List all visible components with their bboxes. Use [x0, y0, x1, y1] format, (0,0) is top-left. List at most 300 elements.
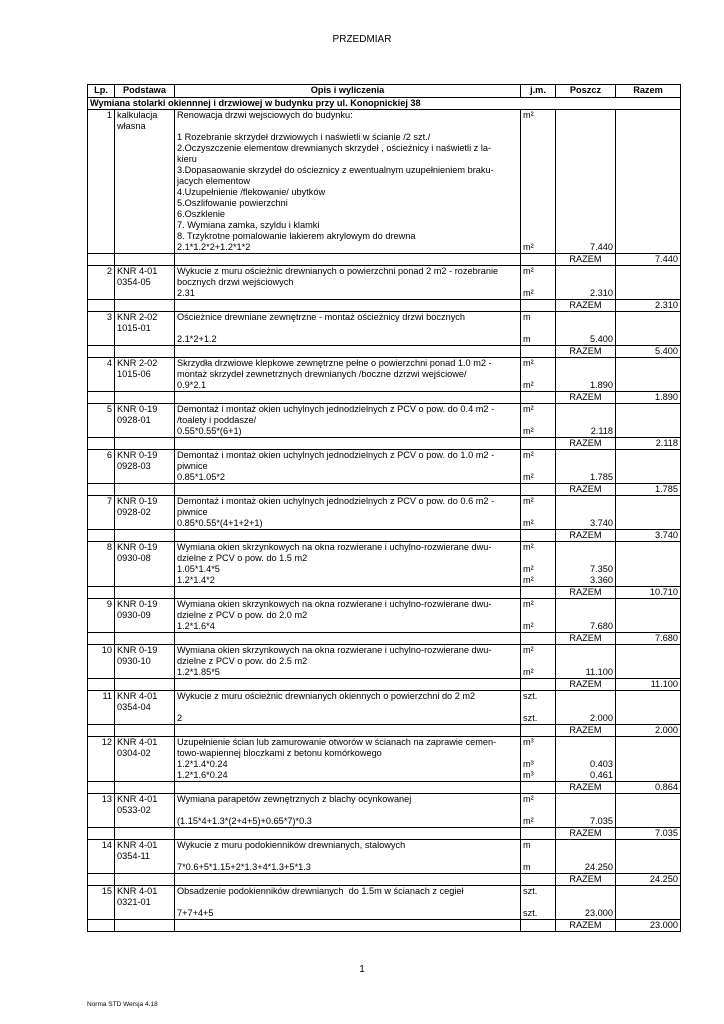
- poszcz-line: [558, 358, 613, 369]
- poszcz-line: [558, 176, 613, 187]
- item-poszcz: [556, 542, 616, 587]
- jm-line: [523, 369, 553, 380]
- item-opis: [175, 794, 521, 828]
- poszcz-line: [558, 610, 613, 621]
- razem-empty-cell: [88, 254, 115, 266]
- razem-empty-cell: [175, 828, 521, 840]
- podstawa-line: KNR 4-01: [117, 266, 158, 276]
- jm-line: m²: [523, 667, 534, 677]
- poszcz-line: 7.440: [590, 242, 613, 252]
- razem-empty-cell: [88, 874, 115, 886]
- item-lp: 11: [88, 691, 115, 725]
- item-podstawa: [115, 599, 175, 633]
- item-podstawa: [115, 496, 175, 530]
- jm-line: m²: [523, 599, 534, 609]
- opis-line: kieru: [177, 154, 197, 164]
- poszcz-line: [558, 748, 613, 759]
- item-podstawa: [115, 110, 175, 254]
- opis-line: 8. Trzykrotne pomalowanie lakierem akrylowym do drewna: [177, 231, 416, 241]
- item-poszcz: [556, 404, 616, 438]
- poszcz-line: [558, 312, 613, 323]
- item-jm: [521, 645, 556, 679]
- jm-line: m²: [523, 472, 534, 482]
- jm-line: [523, 176, 553, 187]
- razem-empty-cell: [521, 725, 556, 737]
- item-razem-empty: [616, 886, 681, 920]
- razem-empty-cell: [521, 484, 556, 496]
- razem-value: 7.035: [616, 828, 681, 840]
- razem-empty-cell: [88, 633, 115, 645]
- razem-empty-cell: [175, 392, 521, 404]
- poszcz-line: [558, 851, 613, 862]
- podstawa-line: KNR 0-19: [117, 599, 158, 609]
- razem-empty-cell: [115, 530, 175, 542]
- item-razem-empty: [616, 266, 681, 300]
- poszcz-line: [558, 599, 613, 610]
- razem-empty-cell: [175, 346, 521, 358]
- razem-row: [88, 587, 681, 599]
- item-razem-empty: [616, 840, 681, 874]
- poszcz-line: 23.000: [584, 908, 613, 918]
- poszcz-line: 11.100: [585, 667, 613, 677]
- razem-empty-cell: [175, 484, 521, 496]
- section-title: Wymiana stolarki okiennnej i drzwiowej w budynku przy ul. Konopnickiej 38: [88, 98, 681, 110]
- jm-line: m²: [523, 380, 534, 390]
- poszcz-line: [558, 702, 613, 713]
- jm-line: szt.: [523, 886, 538, 896]
- poszcz-line: [558, 656, 613, 667]
- poszcz-line: [558, 507, 613, 518]
- podstawa-line: 0354-04: [117, 702, 151, 712]
- razem-label: RAZEM: [556, 633, 616, 645]
- item-razem-empty: [616, 794, 681, 828]
- opis-line: 1.2*1.6*0.24: [177, 770, 228, 780]
- opis-line: 2.1*1.2*2+1.2*1*2: [177, 242, 251, 252]
- opis-line: Uzupełnienie ścian lub zamurowanie otworów w ścianach na zaprawie cemen-: [177, 737, 497, 747]
- item-razem-empty: [616, 691, 681, 725]
- poszcz-line: 0.403: [590, 759, 613, 769]
- item-lp: 3: [88, 312, 115, 346]
- jm-line: [523, 198, 553, 209]
- jm-line: szt.: [523, 691, 538, 701]
- razem-empty-cell: [175, 920, 521, 932]
- jm-line: m³: [523, 737, 534, 747]
- opis-line: /toalety i poddasze/: [177, 415, 257, 425]
- razem-row: [88, 484, 681, 496]
- poszcz-line: [558, 737, 613, 748]
- opis-line: 6.Oszklenie: [177, 209, 226, 219]
- jm-line: [523, 165, 553, 176]
- header-poszcz: Poszcz: [556, 85, 616, 98]
- razem-empty-cell: [175, 530, 521, 542]
- razem-label: RAZEM: [556, 254, 616, 266]
- item-row: [88, 542, 681, 587]
- jm-line: m²: [523, 564, 534, 574]
- razem-empty-cell: [88, 782, 115, 794]
- razem-empty-cell: [521, 438, 556, 450]
- poszcz-line: [558, 840, 613, 851]
- razem-empty-cell: [521, 587, 556, 599]
- razem-empty-cell: [88, 438, 115, 450]
- software-footer: Norma STD Wersja 4.18: [87, 1001, 158, 1008]
- item-row: [88, 737, 681, 782]
- item-lp: 5: [88, 404, 115, 438]
- razem-empty-cell: [115, 920, 175, 932]
- razem-empty-cell: [88, 679, 115, 691]
- razem-empty-cell: [115, 392, 175, 404]
- item-opis: [175, 450, 521, 484]
- przedmiar-table: [87, 84, 681, 932]
- item-row: [88, 266, 681, 300]
- razem-empty-cell: [521, 392, 556, 404]
- razem-empty-cell: [175, 679, 521, 691]
- opis-line: piwnice: [177, 461, 208, 471]
- razem-value: 2.118: [616, 438, 681, 450]
- item-opis: [175, 886, 521, 920]
- jm-line: m²: [523, 542, 534, 552]
- item-podstawa: [115, 794, 175, 828]
- razem-row: [88, 300, 681, 312]
- opis-line: Obsadzenie podokienników drewnianych do 1.5m w ścianach z cegieł: [177, 886, 464, 896]
- jm-line: m²: [523, 496, 534, 506]
- razem-empty-cell: [175, 587, 521, 599]
- item-podstawa: [115, 886, 175, 920]
- podstawa-line: własna: [117, 121, 146, 131]
- table-header-row: [88, 85, 681, 98]
- podstawa-line: KNR 4-01: [117, 886, 158, 896]
- opis-line: Wykucie z muru ościeżnic drewnianych okiennych o powierzchni do 2 m2: [177, 691, 476, 701]
- header-podstawa: Podstawa: [115, 85, 175, 98]
- jm-line: [523, 209, 553, 220]
- razem-empty-cell: [88, 725, 115, 737]
- item-lp: 6: [88, 450, 115, 484]
- razem-empty-cell: [115, 782, 175, 794]
- podstawa-line: KNR 4-01: [117, 737, 158, 747]
- razem-empty-cell: [521, 530, 556, 542]
- opis-line: 0.85*0.55*(4+1+2+1): [177, 518, 263, 528]
- poszcz-line: 1.785: [590, 472, 613, 482]
- item-razem-empty: [616, 110, 681, 254]
- razem-value: 7.680: [616, 633, 681, 645]
- opis-line: montaż skrzydeł zewnetrznych drewnianych /boczne dzrzwi wejściowe/: [177, 369, 467, 379]
- razem-value: 0.864: [616, 782, 681, 794]
- opis-line: 2.31: [177, 288, 195, 298]
- jm-line: m²: [523, 110, 534, 120]
- razem-empty-cell: [115, 725, 175, 737]
- podstawa-line: KNR 0-19: [117, 496, 158, 506]
- item-razem-empty: [616, 542, 681, 587]
- jm-line: m: [523, 840, 531, 850]
- razem-empty-cell: [115, 633, 175, 645]
- item-razem-empty: [616, 737, 681, 782]
- jm-line: m²: [523, 450, 534, 460]
- item-podstawa: [115, 542, 175, 587]
- razem-label: RAZEM: [556, 920, 616, 932]
- poszcz-line: [558, 450, 613, 461]
- jm-line: [523, 553, 553, 564]
- item-jm: [521, 886, 556, 920]
- podstawa-line: 0930-08: [117, 553, 151, 563]
- poszcz-line: [558, 187, 613, 198]
- item-opis: [175, 266, 521, 300]
- item-lp: 8: [88, 542, 115, 587]
- jm-line: [523, 187, 553, 198]
- opis-line: Demontaż i montaż okien uchylnych jednodzielnych z PCV o pow. do 0.4 m2 -: [177, 404, 495, 414]
- razem-row: [88, 254, 681, 266]
- item-row: [88, 794, 681, 828]
- item-opis: [175, 110, 521, 254]
- jm-line: m: [523, 312, 531, 322]
- podstawa-line: KNR 2-02: [117, 312, 158, 322]
- podstawa-line: 0928-01: [117, 415, 151, 425]
- razem-value: 11.100: [616, 679, 681, 691]
- jm-line: [523, 220, 553, 231]
- razem-value: 23.000: [616, 920, 681, 932]
- podstawa-line: KNR 0-19: [117, 404, 158, 414]
- poszcz-line: [558, 165, 613, 176]
- razem-empty-cell: [521, 254, 556, 266]
- jm-line: m²: [523, 404, 534, 414]
- opis-line: jacych elementow: [177, 176, 251, 186]
- poszcz-line: 0.461: [590, 770, 613, 780]
- razem-label: RAZEM: [556, 874, 616, 886]
- poszcz-line: [558, 121, 613, 132]
- razem-row: [88, 920, 681, 932]
- jm-line: [523, 154, 553, 165]
- razem-row: [88, 346, 681, 358]
- jm-line: m²: [523, 242, 534, 252]
- poszcz-line: [558, 496, 613, 507]
- razem-value: 10.710: [616, 587, 681, 599]
- razem-label: RAZEM: [556, 725, 616, 737]
- poszcz-line: 2.000: [590, 713, 613, 723]
- opis-line: 1.2*1.4*0.24: [177, 759, 228, 769]
- jm-line: szt.: [523, 713, 538, 723]
- page-title: PRZEDMIAR: [332, 34, 392, 45]
- poszcz-line: [558, 266, 613, 277]
- razem-empty-cell: [88, 484, 115, 496]
- item-jm: [521, 840, 556, 874]
- item-opis: [175, 691, 521, 725]
- poszcz-line: [558, 645, 613, 656]
- opis-line: 7. Wymiana zamka, szyldu i klamki: [177, 220, 320, 230]
- razem-value: 2.000: [616, 725, 681, 737]
- poszcz-line: [558, 553, 613, 564]
- opis-line: dzielne z PCV o pow. do 2.0 m2: [177, 610, 308, 620]
- item-jm: [521, 496, 556, 530]
- item-razem-empty: [616, 312, 681, 346]
- razem-label: RAZEM: [556, 679, 616, 691]
- item-podstawa: [115, 266, 175, 300]
- razem-empty-cell: [521, 920, 556, 932]
- razem-empty-cell: [521, 633, 556, 645]
- razem-empty-cell: [175, 633, 521, 645]
- razem-empty-cell: [521, 346, 556, 358]
- opis-line: dzielne z PCV o pow. do 1.5 m2: [177, 553, 308, 563]
- jm-line: m²: [523, 645, 534, 655]
- jm-line: m²: [523, 575, 534, 585]
- item-row: [88, 645, 681, 679]
- jm-line: [523, 702, 553, 713]
- jm-line: m²: [523, 288, 534, 298]
- poszcz-line: [558, 461, 613, 472]
- item-lp: 4: [88, 358, 115, 392]
- item-jm: [521, 312, 556, 346]
- razem-value: 7.440: [616, 254, 681, 266]
- opis-line: [177, 323, 518, 334]
- item-jm: [521, 358, 556, 392]
- item-lp: 1: [88, 110, 115, 254]
- jm-line: m²: [523, 621, 534, 631]
- jm-line: [523, 748, 553, 759]
- razem-empty-cell: [88, 920, 115, 932]
- item-row: [88, 358, 681, 392]
- item-poszcz: [556, 599, 616, 633]
- item-opis: [175, 840, 521, 874]
- item-jm: [521, 450, 556, 484]
- razem-empty-cell: [115, 679, 175, 691]
- podstawa-line: KNR 4-01: [117, 794, 158, 804]
- opis-line: Skrzydła drzwiowe klepkowe zewnętrzne pełne o powierzchni ponad 1.0 m2 -: [177, 358, 492, 368]
- jm-line: [523, 805, 553, 816]
- item-poszcz: [556, 266, 616, 300]
- razem-value: 5.400: [616, 346, 681, 358]
- podstawa-line: 0928-02: [117, 507, 151, 517]
- opis-line: 7+7+4+5: [177, 908, 214, 918]
- item-row: [88, 404, 681, 438]
- poszcz-line: 1.890: [590, 380, 613, 390]
- razem-row: [88, 438, 681, 450]
- razem-empty-cell: [521, 782, 556, 794]
- razem-empty-cell: [521, 874, 556, 886]
- item-podstawa: [115, 450, 175, 484]
- poszcz-line: 2.118: [590, 426, 613, 436]
- item-row: [88, 450, 681, 484]
- jm-line: [523, 143, 553, 154]
- opis-line: 1.2*1.6*4: [177, 621, 215, 631]
- item-opis: [175, 599, 521, 633]
- poszcz-line: 3.740: [590, 518, 613, 528]
- jm-line: [523, 132, 553, 143]
- jm-line: [523, 231, 553, 242]
- opis-line: 1.2*1.85*5: [177, 667, 220, 677]
- razem-empty-cell: [175, 874, 521, 886]
- item-poszcz: [556, 737, 616, 782]
- razem-empty-cell: [88, 587, 115, 599]
- razem-empty-cell: [115, 828, 175, 840]
- item-lp: 7: [88, 496, 115, 530]
- podstawa-line: KNR 2-02: [117, 358, 158, 368]
- opis-line: 1.05*1.4*5: [177, 564, 220, 574]
- item-row: [88, 599, 681, 633]
- jm-line: [523, 507, 553, 518]
- poszcz-line: 5.400: [590, 334, 613, 344]
- jm-line: [523, 121, 553, 132]
- item-lp: 10: [88, 645, 115, 679]
- opis-line: [177, 702, 518, 713]
- item-lp: 2: [88, 266, 115, 300]
- poszcz-line: 7.680: [590, 621, 613, 631]
- item-row: [88, 496, 681, 530]
- opis-line: [177, 851, 518, 862]
- podstawa-line: KNR 4-01: [117, 840, 158, 850]
- item-jm: [521, 599, 556, 633]
- opis-line: 2.Oczyszczenie elementow drewnianych skrzydeł , ościeżnicy i naświetli z la-: [177, 143, 492, 153]
- jm-line: [523, 415, 553, 426]
- podstawa-line: 0930-09: [117, 610, 151, 620]
- item-poszcz: [556, 886, 616, 920]
- jm-line: [523, 323, 553, 334]
- razem-row: [88, 725, 681, 737]
- razem-row: [88, 874, 681, 886]
- poszcz-line: [558, 231, 613, 242]
- razem-empty-cell: [521, 828, 556, 840]
- podstawa-line: 0928-03: [117, 461, 151, 471]
- jm-line: m³: [523, 759, 534, 769]
- poszcz-line: [558, 209, 613, 220]
- razem-value: 24.250: [616, 874, 681, 886]
- razem-empty-cell: [175, 300, 521, 312]
- item-jm: [521, 266, 556, 300]
- poszcz-line: [558, 198, 613, 209]
- podstawa-line: 0321-01: [117, 897, 151, 907]
- razem-empty-cell: [175, 782, 521, 794]
- opis-line: Wymiana okien skrzynkowych na okna rozwierane i uchylno-rozwierane dwu-: [177, 645, 492, 655]
- item-poszcz: [556, 110, 616, 254]
- poszcz-line: [558, 404, 613, 415]
- poszcz-line: [558, 369, 613, 380]
- item-row: [88, 312, 681, 346]
- razem-empty-cell: [521, 300, 556, 312]
- podstawa-line: 1015-01: [117, 323, 151, 333]
- jm-line: m²: [523, 816, 534, 826]
- razem-empty-cell: [175, 438, 521, 450]
- razem-empty-cell: [115, 587, 175, 599]
- razem-label: RAZEM: [556, 828, 616, 840]
- jm-line: m²: [523, 518, 534, 528]
- razem-row: [88, 633, 681, 645]
- poszcz-line: [558, 897, 613, 908]
- razem-label: RAZEM: [556, 392, 616, 404]
- podstawa-line: 0354-05: [117, 277, 151, 287]
- poszcz-line: 24.250: [584, 862, 613, 872]
- podstawa-line: kalkulacja: [117, 110, 158, 120]
- razem-label: RAZEM: [556, 587, 616, 599]
- item-opis: [175, 737, 521, 782]
- item-razem-empty: [616, 358, 681, 392]
- razem-empty-cell: [175, 725, 521, 737]
- header-razem: Razem: [616, 85, 681, 98]
- opis-line: Wykucie z muru podokienników drewnianych, stalowych: [177, 840, 406, 850]
- poszcz-line: [558, 805, 613, 816]
- poszcz-line: [558, 110, 613, 121]
- razem-label: RAZEM: [556, 438, 616, 450]
- opis-line: Demontaż i montaż okien uchylnych jednodzielnych z PCV o pow. do 1.0 m2 -: [177, 450, 495, 460]
- opis-line: piwnice: [177, 507, 208, 517]
- jm-line: m²: [523, 794, 534, 804]
- item-lp: 9: [88, 599, 115, 633]
- item-lp: 15: [88, 886, 115, 920]
- jm-line: m²: [523, 266, 534, 276]
- item-razem-empty: [616, 404, 681, 438]
- opis-line: (1.15*4+1.3*(2+4+5)+0.65*7)*0.3: [177, 816, 312, 826]
- jm-line: [523, 897, 553, 908]
- razem-label: RAZEM: [556, 300, 616, 312]
- item-opis: [175, 496, 521, 530]
- opis-line: 7*0.6+5*1.15+2*1.3+4*1.3+5*1.3: [177, 862, 311, 872]
- opis-line: [177, 121, 518, 132]
- item-poszcz: [556, 312, 616, 346]
